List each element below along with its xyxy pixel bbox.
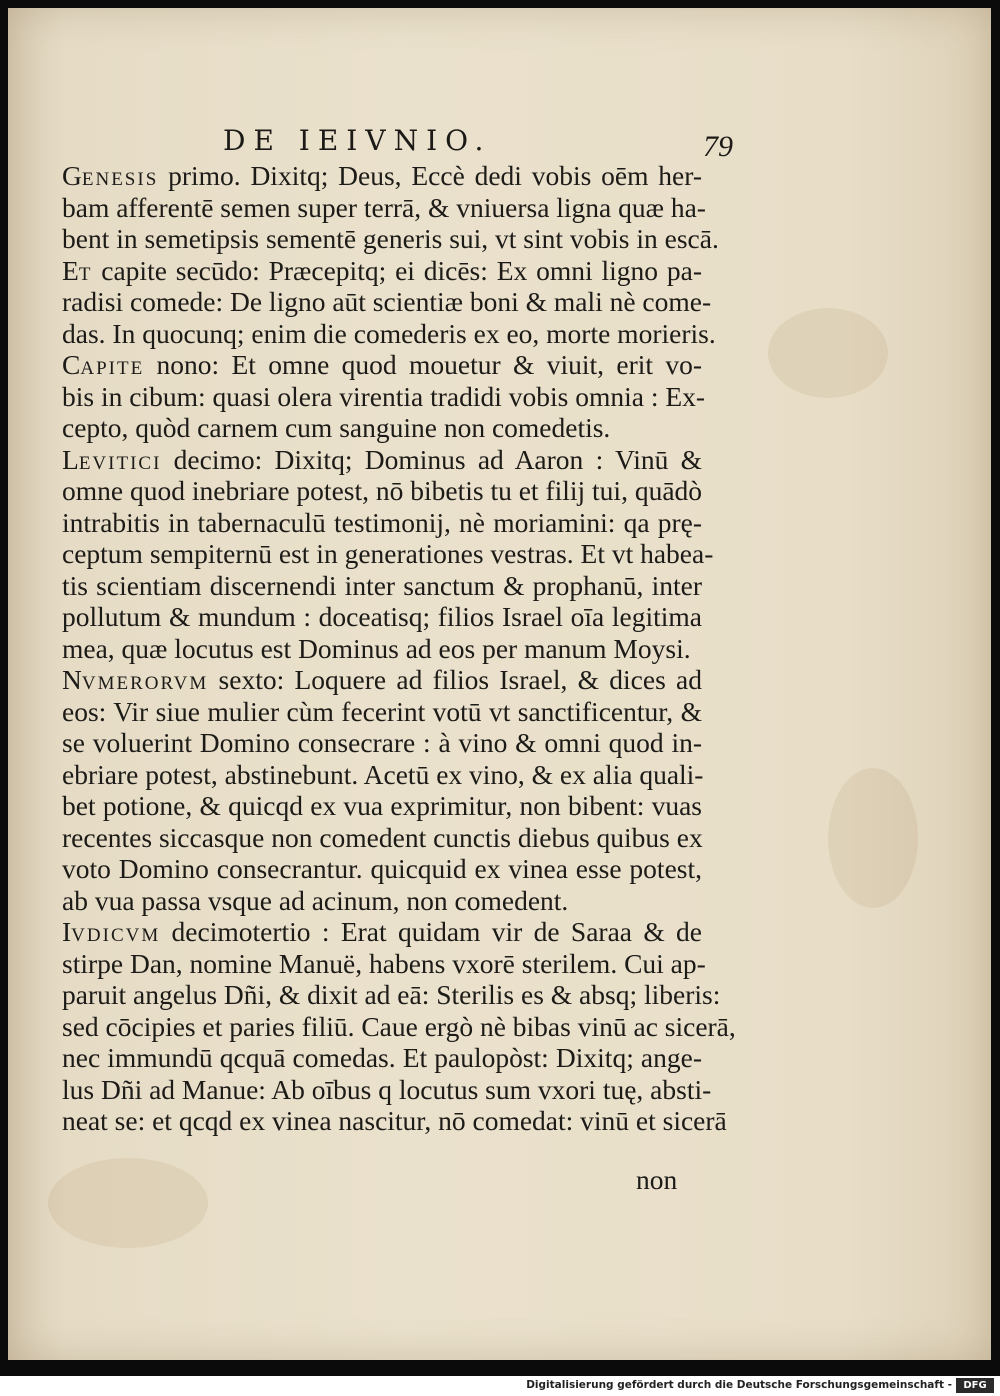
body-text	[62, 160, 736, 1137]
paragraph	[62, 160, 719, 255]
paragraph-initial: C	[62, 349, 81, 380]
paragraph	[62, 254, 716, 350]
book-page	[8, 8, 991, 1360]
text-line: bam afferentē semen super terrā, & vniuersa ligna quæ ha-	[62, 191, 706, 223]
text-line: bet potione, & quicqd ex vua exprimitur, non bibent: vuas	[62, 790, 702, 821]
page-number: 79	[703, 130, 733, 163]
text-line: tis scientiam discernendi inter sanctum & prophanū, inter	[62, 569, 702, 601]
text-line: pollutum & mundum : doceatisq; filios Israel oīa legitima	[62, 601, 702, 632]
line-text: primo. Dixitq; Deus, Eccè dedi vobis oēm her-	[158, 160, 702, 191]
paragraph-lead-word: t	[78, 254, 93, 286]
paragraph	[62, 916, 736, 1137]
paper-stain	[828, 768, 918, 908]
page-header	[8, 124, 991, 164]
text-line: eos: Vir siue mulier cùm fecerint votū vt sanctificentur, &	[62, 695, 702, 727]
line-text: capite secūdo: Præcepitq; ei dicēs: Ex omni ligno pa-	[92, 254, 702, 286]
text-line: lus Dñi ad Manue: Ab oībus q locutus sum vxori tuę, absti-	[62, 1073, 712, 1105]
paragraph-initial: L	[62, 443, 79, 475]
line-text: nono: Et omne quod mouetur & viuit, erit vo-	[144, 349, 702, 380]
paragraph-initial: E	[62, 254, 79, 286]
text-line: recentes siccasque non comedent cunctis diebus quibus ex	[62, 821, 703, 853]
text-line	[62, 255, 702, 287]
catchword: non	[636, 1164, 678, 1195]
dfg-logo: DFG	[956, 1378, 994, 1393]
text-line	[62, 349, 702, 381]
line-text: decimo: Dixitq; Dominus ad Aaron : Vinū &	[161, 443, 702, 475]
paragraph-lead-word: evitici	[78, 443, 162, 475]
text-line: voto Domino consecrantur. quicquid ex vinea esse potest,	[62, 853, 702, 884]
text-line: radisi comede: De ligno aūt scientiæ boni & mali nè come-	[62, 286, 712, 317]
paragraph-initial: I	[62, 916, 72, 947]
text-line: omne quod inebriare potest, nō bibetis tu et filij tui, quādò	[62, 475, 703, 506]
paragraph-initial: G	[62, 160, 82, 191]
running-title: DE IEIVNIO.	[223, 124, 492, 157]
paragraph-lead-word: enesis	[81, 160, 159, 191]
text-line: paruit angelus Dñi, & dixit ad eā: Sterilis es & absq; liberis:	[62, 979, 721, 1010]
paragraph-lead-word: vdicvm	[71, 916, 161, 947]
text-line: bent in semetipsis sementē generis sui, vt sint vobis in escā.	[62, 223, 719, 254]
text-line: se voluerint Domino consecrare : à vino & omni quod in-	[62, 727, 702, 758]
text-line	[62, 160, 702, 192]
text-line	[62, 444, 702, 476]
digitization-footer	[0, 1376, 1000, 1396]
text-line: stirpe Dan, nomine Manuë, habens vxorē sterilem. Cui ap-	[62, 947, 706, 979]
text-line: das. In quocunq; enim die comederis ex eo, morte morieris.	[62, 317, 716, 349]
text-line	[62, 916, 702, 948]
paragraph-lead-word: vmerorvm	[81, 664, 209, 695]
line-text: decimotertio : Erat quidam vir de Saraa & de	[160, 916, 702, 947]
text-line: nec immundū qcquā comedas. Et paulopòst: Dixitq; ange-	[62, 1042, 702, 1073]
paragraph-lead-word: apite	[80, 349, 145, 380]
text-line: cepto, quòd carnem cum sanguine non comedetis.	[62, 412, 611, 443]
text-line	[62, 664, 702, 696]
text-line: ab vua passa vsque ad acinum, non comedent.	[62, 884, 569, 916]
text-line: intrabitis in tabernaculū testimonij, nè moriamini: qa prę-	[62, 506, 702, 538]
text-line: ebriare potest, abstinebunt. Acetū ex vino, & ex alia quali-	[62, 758, 704, 790]
paragraph	[62, 443, 714, 665]
paragraph-initial: N	[62, 664, 82, 695]
paper-stain	[48, 1158, 208, 1248]
paragraph	[62, 664, 702, 916]
paragraph	[62, 349, 706, 444]
text-line: sed cōcipies et paries filiū. Caue ergò nè bibas vinū ac sicerā,	[62, 1010, 736, 1042]
text-line: bis in cibum: quasi olera virentia tradidi vobis omnia : Ex-	[62, 380, 706, 412]
funding-credit: Digitalisierung gefördert durch die Deutsche Forschungsgemeinschaft -	[526, 1379, 952, 1391]
text-line: neat se: et qcqd ex vinea nascitur, nō comedat: vinū et sicerā	[62, 1105, 727, 1136]
text-line: ceptum sempiternū est in generationes vestras. Et vt habea-	[62, 538, 714, 569]
line-text: sexto: Loquere ad filios Israel, & dices ad	[208, 664, 702, 695]
text-line: mea, quæ locutus est Dominus ad eos per manum Moysi.	[62, 632, 691, 664]
paper-stain	[768, 308, 888, 398]
